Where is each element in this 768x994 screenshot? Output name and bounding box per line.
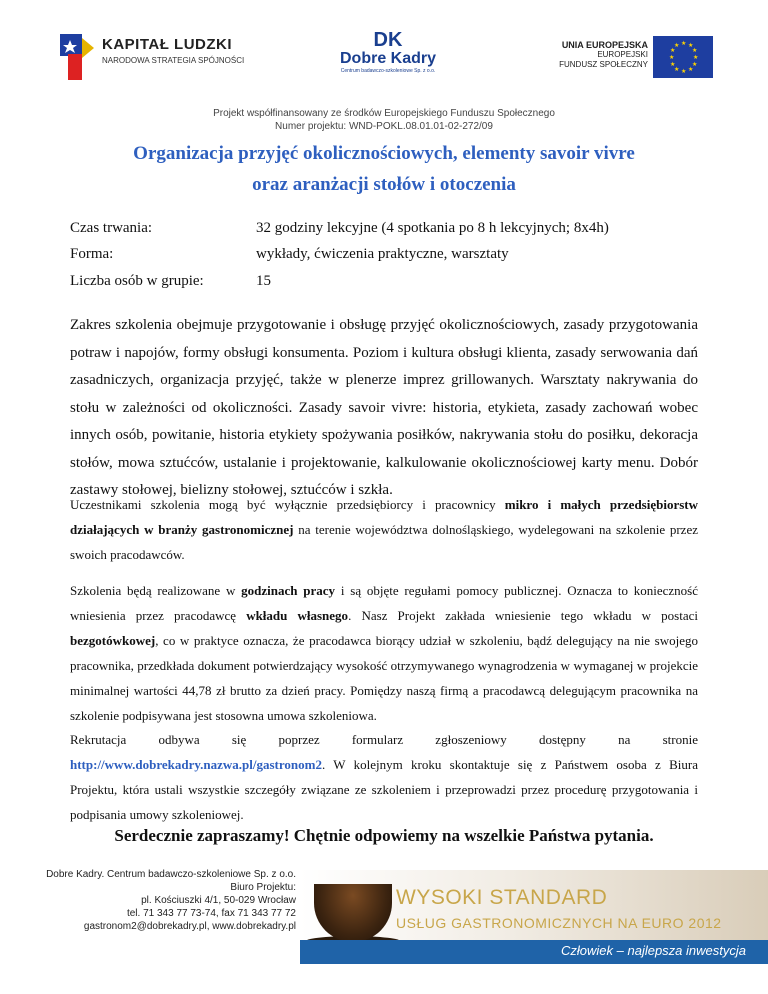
form-label: Forma:	[70, 246, 114, 262]
footer-phone: tel. 71 343 77 73-74, fax 71 343 77 72	[126, 908, 296, 919]
svg-text:★: ★	[681, 40, 687, 47]
slogan-text: Człowiek – najlepsza inwestycja	[561, 943, 746, 958]
page-title-line1: Organizacja przyjęć okolicznościowych, elementy savoir vivre	[133, 143, 635, 164]
group-size-value: 15	[256, 273, 271, 289]
eu-line2: EUROPEJSKI	[597, 50, 648, 59]
participants-bold: mikro i małych przedsiębiorstw działających w branży gastronomicznej	[70, 497, 699, 537]
aid-bold-2: wkładu własnego	[246, 608, 349, 623]
duration-label: Czas trwania:	[70, 220, 153, 236]
participants-text-2: na terenie województwa dolnośląskiego, wydelegowani na szkolenie przez swoich pracodawców.	[70, 522, 698, 562]
closing-invitation: Serdecznie zapraszamy! Chętnie odpowiemy na wszelkie Państwa pytania.	[114, 826, 654, 845]
banner-title: WYSOKI STANDARD	[396, 886, 608, 909]
project-cofinancing-line: Projekt współfinansowany ze środków Europejskiego Funduszu Społecznego	[213, 108, 555, 119]
footer-address: pl. Kościuszki 4/1, 50-029 Wrocław	[141, 895, 296, 906]
kapital-ludzki-subtitle: NARODOWA STRATEGIA SPÓJNOŚCI	[102, 56, 245, 65]
svg-text:★: ★	[670, 47, 676, 54]
svg-text:★: ★	[674, 42, 680, 49]
footer-contact	[28, 868, 296, 933]
svg-text:★: ★	[692, 47, 698, 54]
public-aid-paragraph	[70, 578, 698, 728]
eu-line3: FUNDUSZ SPOŁECZNY	[559, 60, 648, 69]
svg-text:★: ★	[688, 66, 694, 73]
registration-form-link[interactable]: http://www.dobrekadry.nazwa.pl/gastronom2	[70, 757, 322, 772]
participants-paragraph	[70, 492, 698, 567]
svg-text:★: ★	[669, 54, 675, 61]
dobre-kadry-mark: DK	[373, 29, 403, 51]
aid-bold-1: godzinach pracy	[241, 583, 336, 598]
participants-text-1: Uczestnikami szkolenia mogą być wyłącznie przedsiębiorcy i pracownicy	[70, 497, 505, 512]
aid-text-1: Szkolenia będą realizowane w	[70, 583, 242, 598]
dobre-kadry-subtitle: Centrum badawczo-szkoleniowe Sp. z o.o.	[340, 68, 436, 74]
svg-text:★: ★	[674, 66, 680, 73]
dobre-kadry-name: Dobre Kadry	[339, 50, 437, 67]
footer-company: Dobre Kadry. Centrum badawczo-szkoleniowe Sp. z o.o.	[46, 869, 296, 880]
training-scope-paragraph: Zakres szkolenia obejmuje przygotowanie i obsługę przyjęć okolicznościowych, zasady przygotowania potraw i napojów, formy obsługi konsumenta. Poziom i kultura obsługi klienta, zasady serwowania dań zasadniczych, organizacja przyjęć, także w plenerze imprez grillowanych. Warsztaty nakrywania do stołu w zależności od okoliczności. Zasady savoir vivre: historia, etykieta, zasady zachowań wobec innych osób, powitanie, historia etykiety spożywania posiłków, nakrywania stołu do posiłku, dekoracja stołów, mowa sztućców, ustalanie i projektowanie, kalkulowanie okolicznościowej karty menu. Dobór zastawy stołowej, bielizny stołowej, sztućców i szkła.	[70, 317, 698, 498]
recruitment-text-1: Rekrutacja odbywa się poprzez formularz zgłoszeniowy dostępny na stronie	[70, 732, 698, 747]
footer-office: Biuro Projektu:	[230, 882, 296, 893]
slogan-strip	[300, 940, 768, 964]
aid-bold-3: bezgotówkowej	[70, 633, 156, 648]
eu-fund-label	[520, 40, 648, 70]
kapital-ludzki-logo	[58, 26, 258, 86]
eu-flag-icon	[653, 36, 713, 78]
form-value: wykłady, ćwiczenia praktyczne, warsztaty	[256, 246, 509, 262]
kapital-ludzki-name: KAPITAŁ LUDZKI	[102, 36, 233, 53]
banner-subtitle: USŁUG GASTRONOMICZNYCH NA EURO 2012	[396, 915, 722, 931]
aid-text-4: , co w praktyce oznacza, że pracodawca biorący udział w szkoleniu, bądź delegujący na nie swojego pracownika, przedkłada dokument potwierdzający wysokość otrzymywanego wynagrodzenia w wymaganej w projekcie minimalnej wartości 44,78 zł brutto za dzień pracy. Pomiędzy naszą firmą a pracodawcą delegującym pracownika na szkolenie podpisywana jest stosowna umowa szkoleniowa.	[70, 633, 698, 723]
group-size-label: Liczba osób w grupie:	[70, 273, 204, 289]
footer-emails: gastronom2@dobrekadry.pl, www.dobrekadry.pl	[83, 921, 296, 932]
svg-text:★: ★	[670, 61, 676, 68]
aid-text-2: i są objęte regułami pomocy publicznej. Oznacza to konieczność wniesienia przez pracodawcę	[70, 583, 698, 623]
aid-text-3: . Nasz Projekt zakłada wniesienie tego wkładu w postaci	[348, 608, 698, 623]
dobre-kadry-logo	[338, 30, 438, 90]
recruitment-paragraph	[70, 727, 698, 827]
svg-text:★: ★	[688, 42, 694, 49]
svg-text:★: ★	[692, 61, 698, 68]
eu-line1: UNIA EUROPEJSKA	[561, 40, 648, 50]
recruitment-text-2: . W kolejnym kroku skontaktuje się z Państwem osoba z Biura Projektu, która ustali wszystkie szczegóły związane ze szkoleniem i przeprowadzi przez procedurę przygotowania i podpisania umowy szkoleniowej.	[70, 757, 698, 822]
page-title-line2: oraz aranżacji stołów i otoczenia	[252, 174, 516, 195]
svg-text:★: ★	[693, 54, 699, 61]
kapital-ludzki-emblem-icon	[58, 28, 98, 86]
svg-text:★: ★	[681, 68, 687, 75]
project-number-line: Numer projektu: WND-POKL.08.01.01-02-272/09	[275, 121, 493, 132]
duration-value: 32 godziny lekcyjne (4 spotkania po 8 h lekcyjnych; 8x4h)	[256, 220, 609, 236]
